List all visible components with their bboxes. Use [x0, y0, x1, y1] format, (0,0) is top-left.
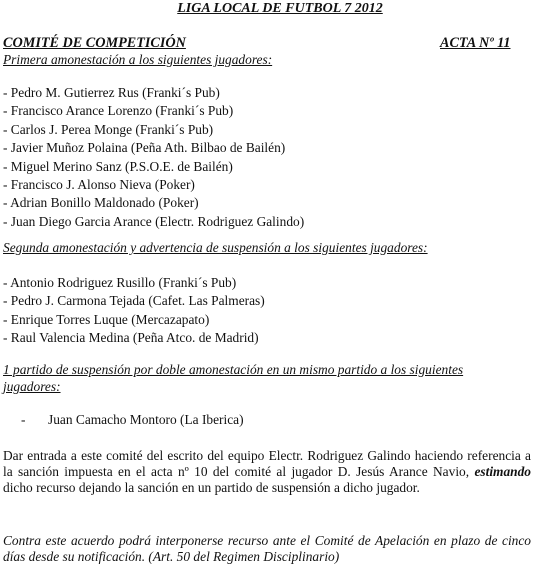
- list-item: - Pedro M. Gutierrez Rus (Franki´s Pub): [3, 85, 220, 100]
- acta-number: ACTA Nº 11: [440, 35, 511, 51]
- resolution-text-part2: dicho recurso dejando la sanción en un partido de suspensión a dicho jugador.: [3, 480, 420, 496]
- appeal-notice: Contra este acuerdo podrá interponerse recurso ante el Comité de Apelación en plazo de cinco días desde su notificación. (Art. 50 del Regimen Disciplinario): [3, 533, 531, 565]
- section1-heading: Primera amonestación a los siguientes jugadores:: [3, 52, 273, 67]
- list-item: - Juan Diego Garcia Arance (Electr. Rodriguez Galindo): [3, 213, 305, 229]
- resolution-emphasis: estimando: [474, 464, 531, 480]
- section3-heading-line1: 1 partido de suspensión por doble amonestación en un mismo partido a los siguientes: [3, 362, 464, 377]
- section2-heading: Segunda amonestación y advertencia de suspensión a los siguientes jugadores:: [3, 240, 428, 255]
- section2-player-list: [3, 274, 265, 348]
- resolution-paragraph: [3, 448, 531, 497]
- resolution-text-part1: Dar entrada a este comité del escrito del equipo Electr. Rodriguez Galindo haciendo referencia a la sanción impuesta en el acta nº 10 del comité al jugador D. Jesús Arance Navio,: [3, 448, 531, 480]
- list-item: - Javier Muñoz Polaina (Peña Ath. Bilbao de Bailén): [3, 140, 286, 156]
- section3-heading-line2: jugadores:: [3, 379, 61, 394]
- list-item: - Francisco Arance Lorenzo (Franki´s Pub): [3, 103, 234, 119]
- list-item: - Francisco J. Alonso Nieva (Poker): [3, 177, 195, 193]
- suspended-player: Juan Camacho Montoro (La Iberica): [48, 412, 244, 427]
- list-item: - Carlos J. Perea Monge (Franki´s Pub): [3, 121, 214, 137]
- list-item: - Enrique Torres Luque (Mercazapato): [3, 311, 210, 327]
- list-dash: -: [21, 412, 26, 427]
- list-item: - Adrian Bonillo Maldonado (Poker): [3, 195, 199, 211]
- document-title: LIGA LOCAL DE FUTBOL 7 2012: [177, 1, 383, 16]
- list-item: - Antonio Rodriguez Rusillo (Franki´s Pub): [3, 275, 237, 290]
- list-item: - Pedro J. Carmona Tejada (Cafet. Las Palmeras): [3, 293, 265, 309]
- committee-heading: COMITÉ DE COMPETICIÓN: [3, 35, 186, 51]
- section1-player-list: [3, 84, 304, 231]
- list-item: - Raul Valencia Medina (Peña Atco. de Madrid): [3, 330, 259, 346]
- list-item: - Miguel Merino Sanz (P.S.O.E. de Bailén): [3, 158, 233, 174]
